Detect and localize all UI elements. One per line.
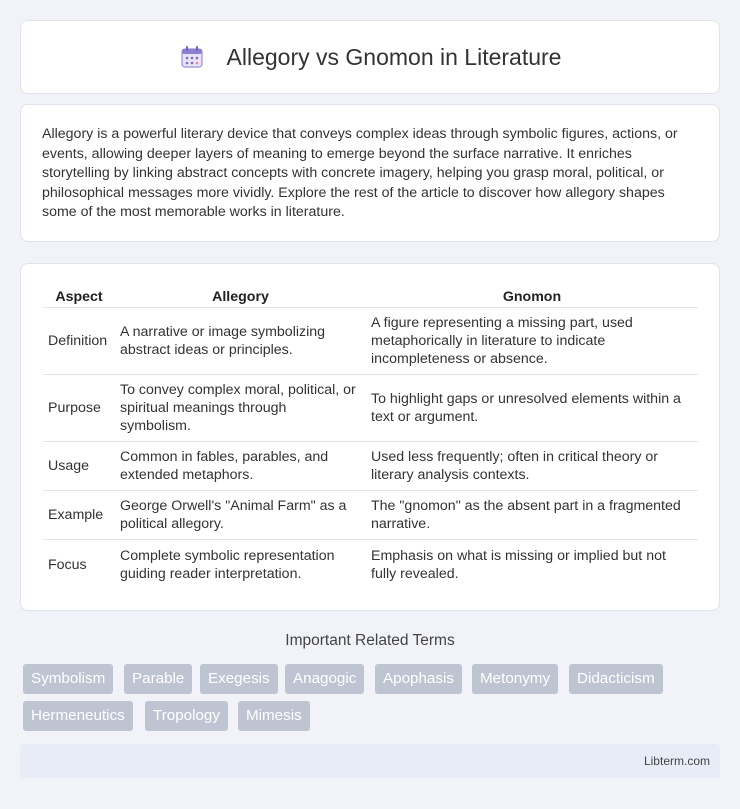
tag-hermeneutics[interactable]: Hermeneutics xyxy=(23,701,133,731)
tag-apophasis[interactable]: Apophasis xyxy=(375,664,462,694)
intro-text: Allegory is a powerful literary device that conveys complex ideas through symbolic figures, actions, or events, allowing deeper layers of meaning to emerge beyond the surface narrative. It enriches storytelling by linking abstract concepts with concrete imagery, helping you grasp moral, political, or philosophical messages more vividly. Explore the rest of the article to discover how allegory shapes some of the most memorable works in literature. xyxy=(42,126,678,221)
tag-parable[interactable]: Parable xyxy=(124,664,192,694)
table-row xyxy=(43,540,698,589)
cell-gnomon: The "gnomon" as the absent part in a fragmented narrative. xyxy=(366,491,698,540)
cell-aspect: Purpose xyxy=(43,375,115,442)
tag-metonymy[interactable]: Metonymy xyxy=(472,664,558,694)
title-card xyxy=(20,20,720,94)
cell-gnomon: To highlight gaps or unresolved elements within a text or argument. xyxy=(366,375,698,442)
intro-card xyxy=(20,104,720,242)
cell-gnomon: Emphasis on what is missing or implied but not fully revealed. xyxy=(371,547,666,582)
table-header-row xyxy=(43,286,698,308)
cell-aspect: Usage xyxy=(43,442,115,491)
table-row xyxy=(43,491,698,540)
tag-didacticism[interactable]: Didacticism xyxy=(569,664,663,694)
tag-tropology[interactable]: Tropology xyxy=(145,701,228,731)
related-terms-title: Important Related Terms xyxy=(285,632,455,649)
cell-aspect: Example xyxy=(43,491,115,540)
cell-allegory: Common in fables, parables, and extended metaphors. xyxy=(115,442,366,491)
comparison-table xyxy=(43,286,698,589)
footer-site-link[interactable]: Libterm.com xyxy=(643,754,710,768)
cell-allegory: George Orwell's "Animal Farm" as a political allegory. xyxy=(115,491,366,540)
calendar-icon xyxy=(179,44,205,70)
table-row xyxy=(43,308,698,375)
cell-aspect: Definition xyxy=(43,308,115,375)
cell-aspect: Focus xyxy=(48,556,87,573)
cell-gnomon: Used less frequently; often in critical theory or literary analysis contexts. xyxy=(366,442,698,491)
cell-allegory: Complete symbolic representation guiding reader interpretation. xyxy=(120,547,335,582)
table-row xyxy=(43,442,698,491)
cell-allegory: A narrative or image symbolizing abstract ideas or principles. xyxy=(115,308,366,375)
comparison-card xyxy=(20,263,720,611)
page-title: Allegory vs Gnomon in Literature xyxy=(226,43,562,70)
footer xyxy=(20,744,720,778)
table-row xyxy=(43,375,698,442)
header-gnomon: Gnomon xyxy=(366,286,698,308)
header-aspect: Aspect xyxy=(43,286,115,308)
cell-gnomon: A figure representing a missing part, used metaphorically in literature to indicate incompleteness or absence. xyxy=(366,308,698,375)
tag-exegesis[interactable]: Exegesis xyxy=(200,664,278,694)
header-allegory: Allegory xyxy=(115,286,366,308)
cell-allegory: To convey complex moral, political, or spiritual meanings through symbolism. xyxy=(115,375,366,442)
tag-mimesis[interactable]: Mimesis xyxy=(238,701,310,731)
tag-anagogic[interactable]: Anagogic xyxy=(285,664,364,694)
tag-symbolism[interactable]: Symbolism xyxy=(23,664,113,694)
